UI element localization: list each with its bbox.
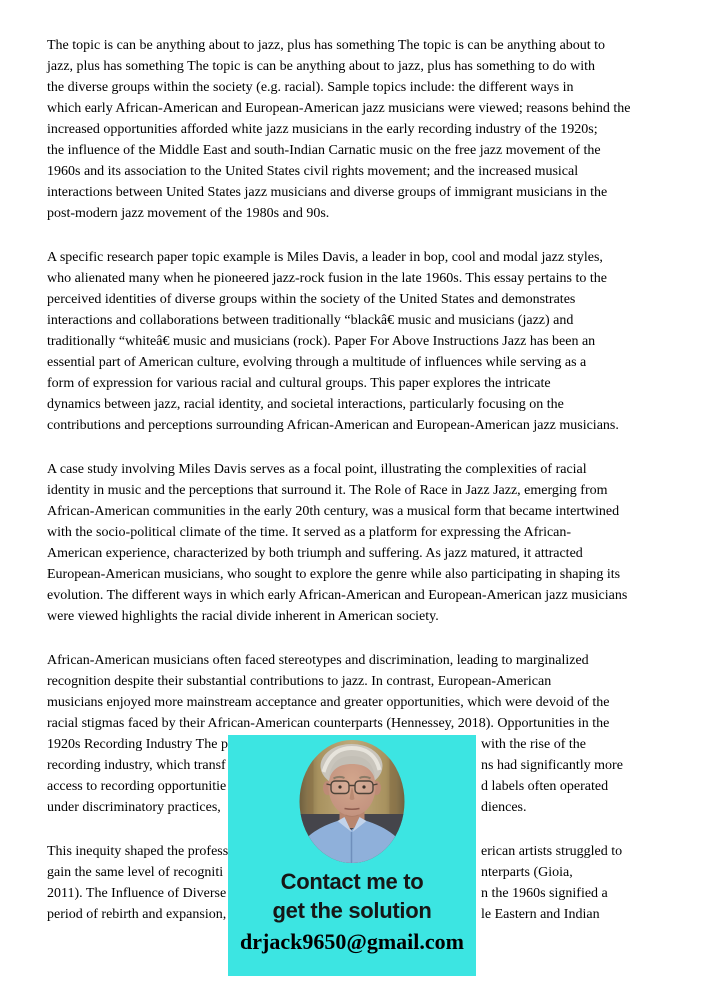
text-line: A specific research paper topic example is Miles Davis, a leader in bop, cool and modal jazz styles, <box>47 250 603 265</box>
contact-headline-line1: Contact me to <box>280 869 424 894</box>
text-line: racial stigmas faced by their African-American counterparts (Hennessey, 2018). Opportunities in the <box>47 716 610 731</box>
text-fragment-left: 1920s Recording Industry The p <box>47 737 228 752</box>
text-line: African-American musicians often faced stereotypes and discrimination, leading to marginalized <box>47 653 589 668</box>
paragraph <box>47 247 661 436</box>
text-line: jazz, plus has something The topic is can be anything about to jazz, plus has something to do with <box>47 59 595 74</box>
text-line: the diverse groups within the society (e.g. racial). Sample topics include: the different ways in <box>47 80 574 95</box>
text-line: contributions and perceptions surrounding African-American and European-American jazz musicians. <box>47 418 619 433</box>
text-line: essential part of American culture, evolving through a multitude of influences while serving as a <box>47 355 587 370</box>
text-fragment-left: period of rebirth and expansion, <box>47 907 227 922</box>
text-fragment-left: 2011). The Influence of Diverse <box>47 886 227 901</box>
text-line: perceived identities of diverse groups within the society of the United States and demonstrates <box>47 292 576 307</box>
contact-headline <box>228 867 476 925</box>
text-fragment-left: under discriminatory practices, <box>47 800 221 815</box>
text-line: which early African-American and European-American jazz musicians were viewed; reasons behind the <box>47 101 631 116</box>
text-line: form of expression for various racial and cultural groups. This paper explores the intricate <box>47 376 551 391</box>
text-fragment-left: recording industry, which transf <box>47 758 226 773</box>
text-line: were viewed highlights the racial divide inherent in American society. <box>47 609 439 624</box>
text-line: European-American musicians, who sought to explore the genre while also participating in shaping its <box>47 567 621 582</box>
text-line: evolution. The different ways in which early African-American and European-American jazz musicians <box>47 588 628 603</box>
text-line: musicians enjoyed more mainstream acceptance and greater opportunities, which were devoid of the <box>47 695 610 710</box>
text-fragment-right: n the 1960s signified a <box>481 886 608 901</box>
text-line: The topic is can be anything about to jazz, plus has something The topic is can be anything about to <box>47 38 606 53</box>
text-fragment-right: ns had significantly more <box>481 758 623 773</box>
text-line: identity in music and the perceptions that surround it. The Role of Race in Jazz Jazz, emerging from <box>47 483 608 498</box>
text-fragment-right: erican artists struggled to <box>481 844 623 859</box>
text-fragment-left: This inequity shaped the profess <box>47 844 229 859</box>
contact-headline-line2: get the solution <box>272 898 432 923</box>
text-line: dynamics between jazz, racial identity, and societal interactions, particularly focusing on the <box>47 397 564 412</box>
text-fragment-right: nterparts (Gioia, <box>481 865 573 880</box>
text-line: interactions between United States jazz musicians and diverse groups of immigrant musicians in the <box>47 185 608 200</box>
text-line: traditionally “whiteâ€ music and musicians (rock). Paper For Above Instructions Jazz has been an <box>47 334 596 349</box>
text-fragment-right: d labels often operated <box>481 779 609 794</box>
text-line: African-American communities in the early 20th century, was a musical form that became intertwined <box>47 504 620 519</box>
text-fragment-right: diences. <box>481 800 527 815</box>
text-fragment-right: le Eastern and Indian <box>481 907 600 922</box>
tutor-photo <box>300 740 405 863</box>
text-line: recognition despite their substantial contributions to jazz. In contrast, European-American <box>47 674 552 689</box>
text-line: post-modern jazz movement of the 1980s and 90s. <box>47 206 330 221</box>
contact-overlay-card <box>228 735 476 976</box>
contact-email: drjack9650@gmail.com <box>240 929 464 954</box>
text-fragment-right: with the rise of the <box>481 737 586 752</box>
paragraph <box>47 35 661 224</box>
text-line: increased opportunities afforded white jazz musicians in the early recording industry of the 1920s; <box>47 122 598 137</box>
text-line: American experience, characterized by both triumph and suffering. As jazz matured, it attracted <box>47 546 583 561</box>
text-line: the influence of the Middle East and south-Indian Carnatic music on the free jazz movement of the <box>47 143 601 158</box>
text-line: A case study involving Miles Davis serves as a focal point, illustrating the complexities of racial <box>47 462 587 477</box>
text-line: with the socio-political climate of the time. It served as a platform for expressing the African- <box>47 525 572 540</box>
text-line: 1960s and its association to the United States civil rights movement; and the increased musical <box>47 164 579 179</box>
text-fragment-left: access to recording opportunitie <box>47 779 227 794</box>
text-fragment-left: gain the same level of recogniti <box>47 865 224 880</box>
portrait-illustration <box>300 740 405 863</box>
text-line: interactions and collaborations between traditionally “blackâ€ music and musicians (jazz) and <box>47 313 574 328</box>
text-line: who alienated many when he pioneered jazz-rock fusion in the late 1960s. This essay pertains to the <box>47 271 607 286</box>
paragraph <box>47 459 661 627</box>
